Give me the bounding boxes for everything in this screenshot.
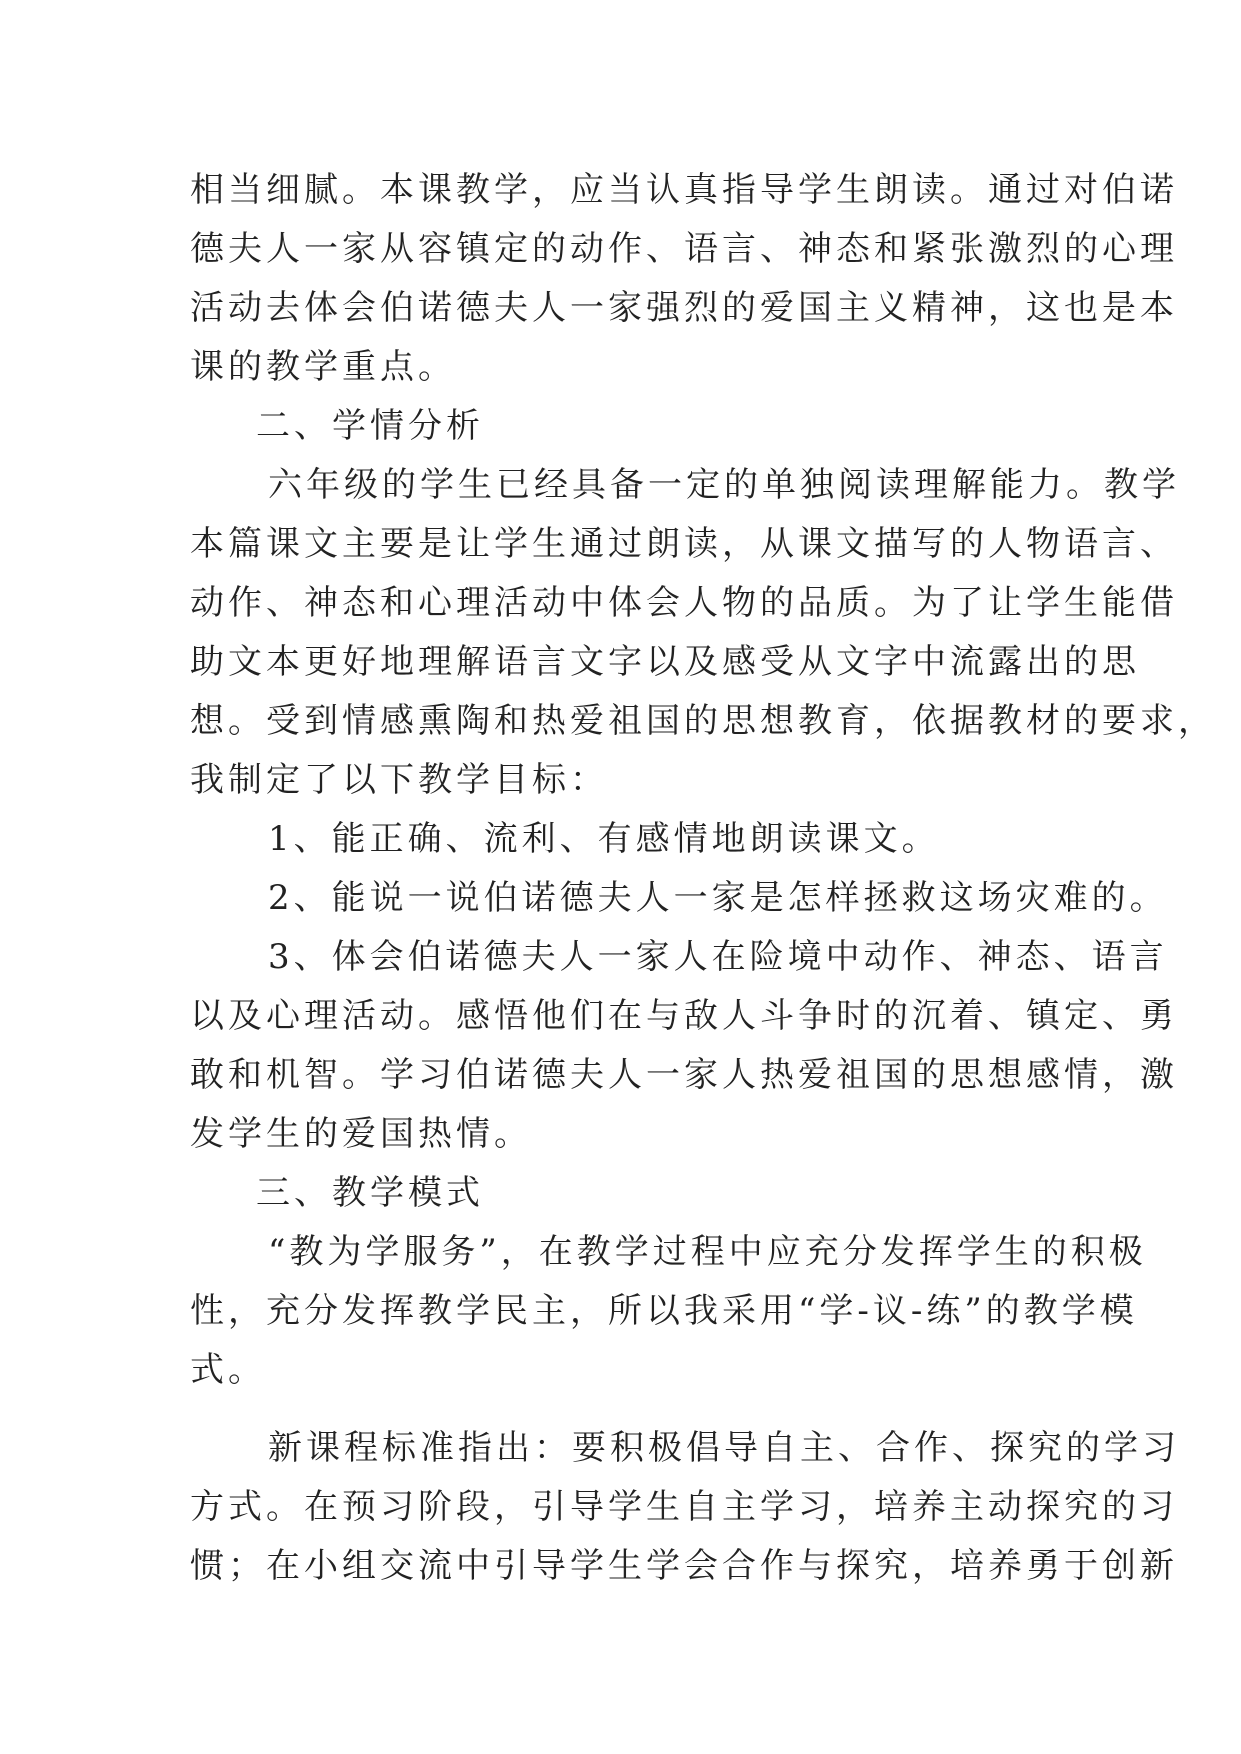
text-line: 式。 bbox=[190, 1350, 266, 1390]
text-line: 助文本更好地理解语言文字以及感受从文字中流露出的思 bbox=[190, 642, 1140, 682]
document-body bbox=[190, 161, 1216, 1596]
objective-item-3: 3、体会伯诺德夫人一家人在险境中动作、神态、语言 bbox=[268, 937, 1168, 977]
section-heading-moshi: 三、教学模式 bbox=[256, 1173, 484, 1213]
objective-item-2: 2、能说一说伯诺德夫人一家是怎样拯救这场灾难的。 bbox=[268, 878, 1168, 918]
text-line: 发学生的爱国热情。 bbox=[190, 1114, 532, 1154]
text-line: 德夫人一家从容镇定的动作、语言、神态和紧张激烈的心理 bbox=[190, 229, 1178, 269]
text-line: 相当细腻。本课教学，应当认真指导学生朗读。通过对伯诺 bbox=[190, 170, 1178, 210]
text-line: 本篇课文主要是让学生通过朗读，从课文描写的人物语言、 bbox=[190, 524, 1178, 564]
text-line: 动作、神态和心理活动中体会人物的品质。为了让学生能借 bbox=[190, 583, 1178, 623]
text-line: 性，充分发挥教学民主，所以我采用“学-议-练”的教学模 bbox=[190, 1291, 1138, 1331]
text-line: 敢和机智。学习伯诺德夫人一家人热爱祖国的思想感情，激 bbox=[190, 1055, 1178, 1095]
text-line: 惯；在小组交流中引导学生学会合作与探究，培养勇于创新 bbox=[190, 1546, 1178, 1586]
text-line: 课的教学重点。 bbox=[190, 347, 456, 387]
text-line: 想。受到情感熏陶和热爱祖国的思想教育，依据教材的要求， bbox=[190, 701, 1216, 741]
paragraph-gap bbox=[190, 1400, 1060, 1419]
text-line: 六年级的学生已经具备一定的单独阅读理解能力。教学 bbox=[268, 465, 1180, 505]
section-heading-xueqing: 二、学情分析 bbox=[256, 406, 484, 446]
text-line: 我制定了以下教学目标： bbox=[190, 760, 608, 800]
text-line: 活动去体会伯诺德夫人一家强烈的爱国主义精神，这也是本 bbox=[190, 288, 1178, 328]
text-line: 新课程标准指出：要积极倡导自主、合作、探究的学习 bbox=[268, 1428, 1180, 1468]
text-line: “教为学服务”，在教学过程中应充分发挥学生的积极 bbox=[268, 1232, 1147, 1272]
objective-item-1: 1、能正确、流利、有感情地朗读课文。 bbox=[268, 819, 940, 859]
text-line: 以及心理活动。感悟他们在与敌人斗争时的沉着、镇定、勇 bbox=[190, 996, 1178, 1036]
text-line: 方式。在预习阶段，引导学生自主学习，培养主动探究的习 bbox=[190, 1487, 1178, 1527]
